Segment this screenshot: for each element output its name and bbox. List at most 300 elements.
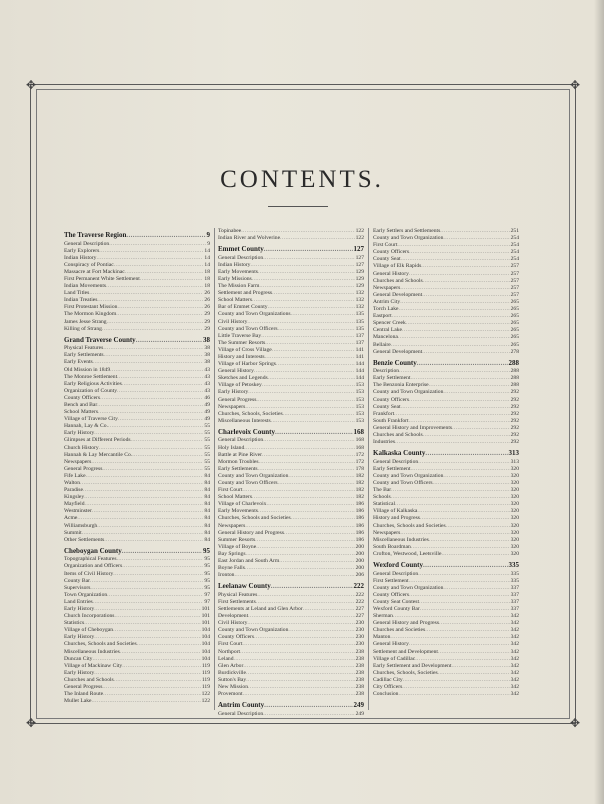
entry-page-number: 38 (204, 359, 210, 366)
leader-dots (252, 276, 355, 283)
entry-page-number: 132 (355, 290, 364, 297)
entry-page-number: 84 (204, 501, 210, 508)
entry-title: Newspapers (373, 529, 401, 536)
contents-entry (373, 606, 519, 613)
entry-page-number: 182 (355, 480, 364, 486)
entry-page-number: 186 (355, 515, 364, 522)
entry-page-number: 342 (510, 669, 519, 676)
entry-page-number: 200 (355, 558, 364, 565)
entry-page-number: 320 (510, 501, 519, 508)
section-heading (373, 359, 519, 368)
entry-page-number: 29 (204, 318, 210, 325)
contents-entry (64, 352, 210, 359)
leader-dots (258, 466, 355, 473)
leader-dots (263, 437, 354, 444)
leader-dots (418, 571, 509, 578)
leader-dots (265, 354, 355, 361)
entry-title: Churches, Schools, Societies (373, 669, 438, 676)
contents-entry (373, 649, 519, 656)
entry-title: Physical Features (218, 591, 258, 598)
entry-title: Crofton, Westwood, Leetsville (373, 550, 442, 557)
leader-dots (244, 445, 354, 452)
contents-entry (64, 319, 210, 326)
contents-entry (373, 249, 519, 256)
entry-page-number: 104 (201, 634, 210, 641)
contents-entry (373, 585, 519, 592)
contents-entry (64, 613, 210, 620)
entry-page-number: 101 (201, 613, 210, 620)
entry-page-number: 206 (355, 572, 364, 579)
entry-title: Early Settlement (373, 375, 411, 382)
leader-dots (443, 585, 509, 592)
contents-entry (373, 334, 519, 341)
entry-page-number: 342 (510, 684, 519, 691)
section-heading (64, 547, 210, 556)
entry-page-number: 265 (510, 313, 519, 320)
entry-title: Newspapers (218, 522, 246, 529)
entry-title: Bar of Emmet County (218, 304, 268, 311)
contents-entry (64, 627, 210, 634)
leader-dots (262, 382, 355, 389)
entry-page-number: 153 (355, 382, 364, 389)
leader-dots (125, 269, 204, 276)
entry-title: Items of Civil History (64, 570, 114, 577)
entry-title: Holy Island (218, 444, 245, 451)
contents-entry (64, 241, 210, 248)
entry-page-number: 122 (201, 691, 210, 698)
entry-title: County and Town Officers (218, 480, 278, 486)
entry-title: Organization of County (64, 387, 118, 394)
page-title: CONTENTS. (220, 166, 384, 193)
leader-dots (99, 445, 204, 452)
leader-dots (245, 404, 354, 411)
entry-page-number: 292 (510, 389, 519, 396)
entry-page-number: 342 (510, 627, 519, 634)
contents-entry (64, 416, 210, 423)
entry-title: Village of Charlevoix (218, 501, 267, 508)
entry-page-number: 238 (355, 676, 364, 683)
entry-page-number: 238 (355, 684, 364, 691)
leader-dots (402, 684, 509, 691)
entry-page-number: 46 (204, 394, 210, 401)
entry-page-number: 227 (355, 613, 364, 620)
leader-dots (415, 656, 509, 663)
contents-entry (64, 473, 210, 480)
contents-entry (373, 691, 519, 698)
entry-title: General History and Progress (218, 529, 285, 536)
entry-title: Early History (64, 430, 95, 437)
contents-entry (64, 297, 210, 304)
entry-title: First Settlements (218, 598, 256, 605)
leader-dots (268, 375, 355, 382)
entry-page-number: 249 (355, 710, 364, 717)
contents-entry (64, 381, 210, 388)
leader-dots (403, 677, 510, 684)
leader-dots (114, 677, 201, 684)
contents-entry (64, 537, 210, 544)
section-page-number: 9 (206, 231, 210, 239)
leader-dots (254, 634, 355, 641)
entry-title: Churches and Schools (64, 676, 114, 683)
entry-page-number: 292 (510, 403, 519, 410)
entry-title: Early Explorers (64, 247, 100, 254)
section-title: The Traverse Region (64, 231, 127, 239)
entry-title: Indian Movements (64, 283, 107, 290)
leader-dots (243, 691, 355, 698)
contents-entry (373, 523, 519, 530)
entry-title: Early History (218, 389, 249, 396)
leader-dots (99, 248, 203, 255)
leader-dots (234, 656, 355, 663)
entry-page-number: 342 (510, 691, 519, 698)
entry-title: Sketches and Legends (218, 375, 268, 382)
leader-dots (107, 592, 203, 599)
entry-title: First Settlement (373, 577, 409, 584)
entry-page-number: 95 (204, 577, 210, 584)
entry-title: New Mission (218, 684, 248, 691)
contents-entry (373, 473, 519, 480)
contents-entry (373, 439, 519, 446)
entry-page-number: 135 (355, 318, 364, 325)
entry-page-number: 182 (355, 494, 364, 501)
contents-entry (218, 599, 364, 606)
entry-title: Eastport (373, 313, 392, 320)
entry-page-number: 97 (204, 598, 210, 605)
entry-page-number: 104 (201, 641, 210, 648)
contents-entry (373, 634, 519, 641)
leader-dots (83, 487, 203, 494)
entry-page-number: 84 (204, 508, 210, 515)
leader-dots (303, 606, 355, 613)
entry-page-number: 104 (201, 655, 210, 662)
contents-entry (218, 437, 364, 444)
contents-entry (64, 248, 210, 255)
leader-dots (406, 320, 510, 327)
entry-title: Torch Lake (373, 306, 399, 313)
entry-title: Massacre at Fort Mackinac (64, 268, 125, 275)
column-divider-1 (214, 228, 215, 710)
leader-dots (254, 368, 355, 375)
corner-ornament-bottom-right: ✥ (569, 716, 581, 730)
entry-page-number: 95 (204, 584, 210, 591)
entry-page-number: 55 (204, 458, 210, 465)
entry-title: Early Movements (218, 508, 258, 515)
entry-page-number: 129 (355, 283, 364, 290)
contents-entry (218, 565, 364, 572)
entry-title: Civil History (218, 318, 248, 325)
leader-dots (108, 423, 203, 430)
leader-dots (96, 255, 203, 262)
contents-entry (218, 255, 364, 262)
entry-title: Hannah & Lay Mercantile Co. (64, 451, 133, 458)
leader-dots (82, 530, 204, 537)
leader-dots (248, 613, 354, 620)
entry-title: Glimpses at Different Periods (64, 437, 131, 444)
entry-page-number: 288 (510, 375, 519, 382)
leader-dots (393, 613, 510, 620)
section-title: Emmet County (218, 245, 264, 254)
entry-page-number: 238 (355, 691, 364, 698)
leader-dots (395, 439, 510, 446)
entry-title: Summit (64, 529, 82, 536)
entry-title: County Seat Contest (373, 598, 419, 605)
contents-entry (373, 508, 519, 515)
entry-page-number: 186 (355, 536, 364, 543)
entry-title: History and Interests (218, 354, 265, 360)
contents-entry (64, 508, 210, 515)
leader-dots (122, 381, 204, 388)
contents-entry (218, 572, 364, 579)
leader-dots (423, 432, 510, 439)
leader-dots (420, 515, 510, 522)
leader-dots (291, 311, 355, 318)
entry-title: Organization and Officers (64, 563, 123, 570)
entry-page-number: 265 (510, 320, 519, 327)
contents-entry (218, 670, 364, 677)
entry-title: Early Settlements (218, 465, 258, 472)
entry-title: Settlements at Leland and Glen Arbor (218, 606, 303, 612)
contents-entry (64, 578, 210, 585)
entry-page-number: 320 (510, 480, 519, 486)
entry-page-number: 182 (355, 487, 364, 494)
contents-entry (218, 445, 364, 452)
entry-title: General History (373, 270, 409, 277)
leader-dots (423, 278, 510, 285)
entry-page-number: 122 (355, 235, 364, 242)
entry-title: Town Organization (64, 591, 108, 598)
entry-page-number: 144 (355, 361, 364, 368)
leader-dots (243, 663, 354, 670)
entry-title: Description (373, 368, 400, 375)
entry-title: Hannah, Lay & Co. (64, 423, 108, 430)
entry-title: Early Settlement (373, 465, 411, 472)
leader-dots (247, 620, 354, 627)
entry-page-number: 320 (510, 515, 519, 522)
entry-title: County and Town Organization (218, 627, 289, 634)
entry-title: Williamsburgh (64, 522, 98, 529)
leader-dots (419, 599, 510, 606)
leader-dots (441, 551, 509, 558)
entry-title: Early History (64, 669, 95, 676)
leader-dots (242, 641, 354, 648)
contents-entry (218, 228, 364, 235)
entry-title: East Jordan and South Arm (218, 558, 280, 565)
contents-entry (373, 544, 519, 551)
leader-dots (118, 416, 204, 423)
entry-title: Development (218, 613, 249, 620)
leader-dots (102, 326, 203, 333)
contents-entry (218, 558, 364, 565)
leader-dots (131, 437, 204, 444)
leader-dots (271, 582, 353, 591)
leader-dots (439, 620, 510, 627)
section-page-number: 313 (508, 449, 519, 458)
leader-dots (115, 613, 201, 620)
contents-entry (218, 411, 364, 418)
entry-title: First Protestant Mission (64, 304, 118, 311)
leader-dots (245, 523, 354, 530)
entry-page-number: 55 (204, 444, 210, 451)
entry-page-number: 265 (510, 298, 519, 305)
leader-dots (288, 627, 354, 634)
leader-dots (291, 515, 355, 522)
contents-entry (373, 537, 519, 544)
entry-title: Miscellaneous Industries (373, 536, 429, 543)
section-page-number: 95 (203, 546, 210, 555)
section-page-number: 168 (353, 427, 364, 436)
leader-dots (392, 313, 510, 320)
contents-entry (218, 404, 364, 411)
entry-page-number: 342 (510, 634, 519, 641)
contents-entry (373, 285, 519, 292)
leader-dots (409, 592, 510, 599)
entry-page-number: 178 (355, 465, 364, 472)
leader-dots (93, 599, 204, 606)
contents-entry (373, 663, 519, 670)
leader-dots (137, 641, 201, 648)
contents-entry (218, 397, 364, 404)
section-page-number: 222 (353, 582, 364, 591)
entry-title: South Boardman (373, 543, 411, 550)
leader-dots (246, 670, 355, 677)
contents-entry (64, 459, 210, 466)
leader-dots (401, 404, 510, 411)
leader-dots (268, 304, 355, 311)
contents-entry (218, 304, 364, 311)
entry-page-number: 320 (510, 522, 519, 529)
entry-page-number: 186 (355, 529, 364, 536)
leader-dots (429, 537, 510, 544)
entry-title: Early Settlement and Development (373, 662, 452, 669)
leader-dots (275, 428, 353, 437)
entry-page-number: 227 (355, 606, 364, 612)
entry-page-number: 141 (355, 354, 364, 360)
leader-dots (258, 269, 355, 276)
leader-dots (429, 382, 510, 389)
entry-title: Newspapers (373, 284, 401, 291)
entry-page-number: 49 (204, 401, 210, 408)
entry-page-number: 153 (355, 389, 364, 396)
entry-page-number: 141 (355, 346, 364, 353)
entry-page-number: 320 (510, 494, 519, 501)
entry-page-number: 84 (204, 487, 210, 494)
leader-dots (102, 684, 200, 691)
entry-page-number: 55 (204, 430, 210, 437)
contents-entry (64, 523, 210, 530)
contents-entry (218, 235, 364, 242)
contents-entry (218, 311, 364, 318)
leader-dots (120, 649, 201, 656)
section-page-number: 38 (203, 335, 210, 344)
entry-title: Mancelona (373, 334, 398, 341)
entry-title: Provemont (218, 691, 243, 698)
contents-entry (218, 473, 364, 480)
entry-title: Early History (64, 634, 95, 641)
contents-entry (218, 684, 364, 691)
entry-page-number: 122 (355, 228, 364, 234)
entry-title: Village of Cheboygan (64, 627, 114, 634)
entry-title: General Progress (218, 396, 257, 403)
leader-dots (446, 523, 510, 530)
contents-entry (218, 606, 364, 613)
contents-entry (218, 452, 364, 459)
leader-dots (86, 473, 204, 480)
section-page-number: 249 (353, 701, 364, 710)
leader-dots (422, 292, 509, 299)
entry-title: Village of Cross Village (218, 346, 272, 353)
entry-title: Cadillac City (373, 676, 403, 683)
contents-entry (218, 283, 364, 290)
contents-entry (218, 347, 364, 354)
entry-title: The Monroe Settlement (64, 373, 118, 380)
contents-entry (218, 613, 364, 620)
entry-title: Village of Cadillac (373, 655, 416, 662)
leader-dots (113, 627, 201, 634)
entry-page-number: 186 (355, 522, 364, 529)
contents-entry (64, 290, 210, 297)
entry-title: School Matters (218, 297, 253, 304)
entry-page-number: 342 (510, 648, 519, 655)
leader-dots (85, 501, 204, 508)
entry-page-number: 292 (510, 417, 519, 424)
leader-dots (266, 501, 354, 508)
leader-dots (77, 515, 203, 522)
leader-dots (425, 627, 509, 634)
section-page-number: 288 (508, 358, 519, 367)
contents-entry (64, 452, 210, 459)
entry-page-number: 127 (355, 254, 364, 261)
leader-dots (409, 397, 510, 404)
contents-entry (218, 551, 364, 558)
contents-entry (373, 382, 519, 389)
page-edge-shadow (594, 0, 604, 804)
entry-page-number: 84 (204, 480, 210, 486)
leader-dots (252, 494, 355, 501)
contents-entry (64, 437, 210, 444)
entry-page-number: 101 (201, 606, 210, 612)
contents-entry (218, 515, 364, 522)
entry-title: General Description (218, 710, 264, 717)
entry-title: Churches and Schools (373, 432, 423, 439)
entry-title: Central Lake (373, 327, 403, 334)
entry-title: County and Town Officers (373, 480, 433, 486)
entry-page-number: 84 (204, 515, 210, 522)
entry-title: Northport (218, 648, 241, 655)
contents-entry (64, 311, 210, 318)
section-heading (64, 231, 210, 240)
contents-entry (218, 466, 364, 473)
leader-dots (89, 290, 203, 297)
contents-entry (218, 592, 364, 599)
entry-page-number: 97 (204, 591, 210, 598)
leader-dots (136, 336, 202, 345)
entry-page-number: 43 (204, 387, 210, 394)
entry-title: Early Religious Activities (64, 380, 122, 387)
leader-dots (93, 359, 204, 366)
leader-dots (422, 349, 509, 356)
contents-entry (373, 327, 519, 334)
leader-dots (114, 262, 204, 269)
corner-ornament-top-left: ✥ (25, 78, 37, 92)
entry-page-number: 337 (510, 606, 519, 612)
leader-dots (116, 311, 203, 318)
entry-title: History and Progress (373, 515, 420, 522)
entry-title: School Matters (64, 409, 99, 416)
entry-page-number: 95 (204, 556, 210, 563)
leader-dots (234, 572, 354, 579)
leader-dots (443, 235, 509, 242)
section-heading (373, 561, 519, 570)
